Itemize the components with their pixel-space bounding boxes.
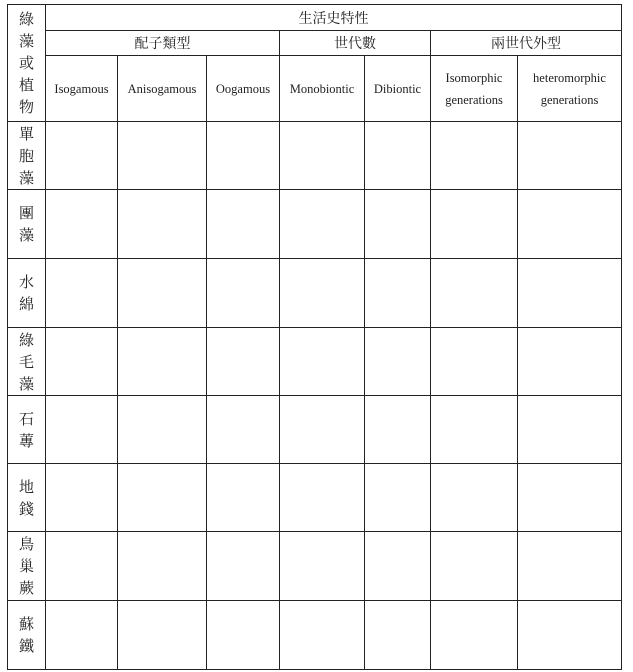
group-header-gamete-type: 配子類型 (46, 31, 280, 56)
column-header-isogamous: Isogamous (46, 56, 118, 122)
table-row (8, 190, 622, 259)
answer-cell[interactable] (207, 532, 280, 601)
answer-cell[interactable] (365, 259, 431, 328)
answer-cell[interactable] (518, 259, 622, 328)
answer-cell[interactable] (280, 328, 365, 396)
answer-cell[interactable] (118, 464, 207, 532)
column-header-dibiontic: Dibiontic (365, 56, 431, 122)
answer-cell[interactable] (118, 259, 207, 328)
answer-cell[interactable] (207, 190, 280, 259)
answer-cell[interactable] (365, 122, 431, 190)
answer-cell[interactable] (46, 259, 118, 328)
answer-cell[interactable] (280, 122, 365, 190)
answer-cell[interactable] (518, 396, 622, 464)
column-header-isomorphic: Isomorphic generations (431, 56, 518, 122)
column-header-oogamous: Oogamous (207, 56, 280, 122)
answer-cell[interactable] (118, 601, 207, 670)
answer-cell[interactable] (207, 396, 280, 464)
answer-cell[interactable] (207, 122, 280, 190)
answer-cell[interactable] (280, 464, 365, 532)
column-header-anisogamous: Anisogamous (118, 56, 207, 122)
answer-cell[interactable] (207, 601, 280, 670)
table-row (8, 532, 622, 601)
answer-cell[interactable] (518, 190, 622, 259)
row-label-marchantia: 地 錢 (8, 464, 46, 532)
row-label-cycad: 蘇 鐵 (8, 601, 46, 670)
answer-cell[interactable] (431, 259, 518, 328)
answer-cell[interactable] (46, 532, 118, 601)
corner-header-cell (8, 5, 46, 122)
answer-cell[interactable] (518, 328, 622, 396)
row-label-unicellular-algae: 單 胞 藻 (8, 122, 46, 190)
answer-cell[interactable] (518, 464, 622, 532)
answer-cell[interactable] (46, 122, 118, 190)
row-label-spirogyra: 水 綿 (8, 259, 46, 328)
answer-cell[interactable] (207, 328, 280, 396)
table-row (8, 328, 622, 396)
answer-cell[interactable] (365, 396, 431, 464)
row-label-birds-nest-fern: 鳥 巢 蕨 (8, 532, 46, 601)
answer-cell[interactable] (431, 328, 518, 396)
answer-cell[interactable] (46, 396, 118, 464)
answer-cell[interactable] (207, 259, 280, 328)
table-title: 生活史特性 (46, 5, 622, 31)
answer-cell[interactable] (431, 532, 518, 601)
answer-cell[interactable] (431, 396, 518, 464)
table-row (8, 259, 622, 328)
corner-label: 綠 藻 或 植 物 (18, 10, 34, 116)
answer-cell[interactable] (365, 601, 431, 670)
column-header-monobiontic: Monobiontic (280, 56, 365, 122)
table-row (8, 464, 622, 532)
table-row (8, 122, 622, 190)
answer-cell[interactable] (365, 464, 431, 532)
answer-cell[interactable] (118, 122, 207, 190)
answer-cell[interactable] (46, 328, 118, 396)
row-label-ulva: 石 蓴 (8, 396, 46, 464)
answer-cell[interactable] (118, 190, 207, 259)
answer-cell[interactable] (118, 532, 207, 601)
answer-cell[interactable] (280, 532, 365, 601)
table-row (8, 396, 622, 464)
answer-cell[interactable] (518, 532, 622, 601)
answer-cell[interactable] (118, 396, 207, 464)
answer-cell[interactable] (46, 190, 118, 259)
answer-cell[interactable] (365, 190, 431, 259)
group-header-generation-morphology: 兩世代外型 (431, 31, 622, 56)
answer-cell[interactable] (518, 122, 622, 190)
table-row (8, 601, 622, 670)
answer-cell[interactable] (431, 190, 518, 259)
answer-cell[interactable] (207, 464, 280, 532)
group-header-generation-count: 世代數 (280, 31, 431, 56)
answer-cell[interactable] (431, 464, 518, 532)
answer-cell[interactable] (518, 601, 622, 670)
life-history-table (7, 4, 622, 670)
answer-cell[interactable] (46, 464, 118, 532)
answer-cell[interactable] (46, 601, 118, 670)
answer-cell[interactable] (118, 328, 207, 396)
column-header-heteromorphic: heteromorphic generations (518, 56, 622, 122)
row-label-cladophora: 綠 毛 藻 (8, 328, 46, 396)
answer-cell[interactable] (431, 122, 518, 190)
answer-cell[interactable] (365, 328, 431, 396)
answer-cell[interactable] (431, 601, 518, 670)
answer-cell[interactable] (365, 532, 431, 601)
answer-cell[interactable] (280, 259, 365, 328)
answer-cell[interactable] (280, 190, 365, 259)
row-label-volvox: 團 藻 (8, 190, 46, 259)
answer-cell[interactable] (280, 396, 365, 464)
answer-cell[interactable] (280, 601, 365, 670)
